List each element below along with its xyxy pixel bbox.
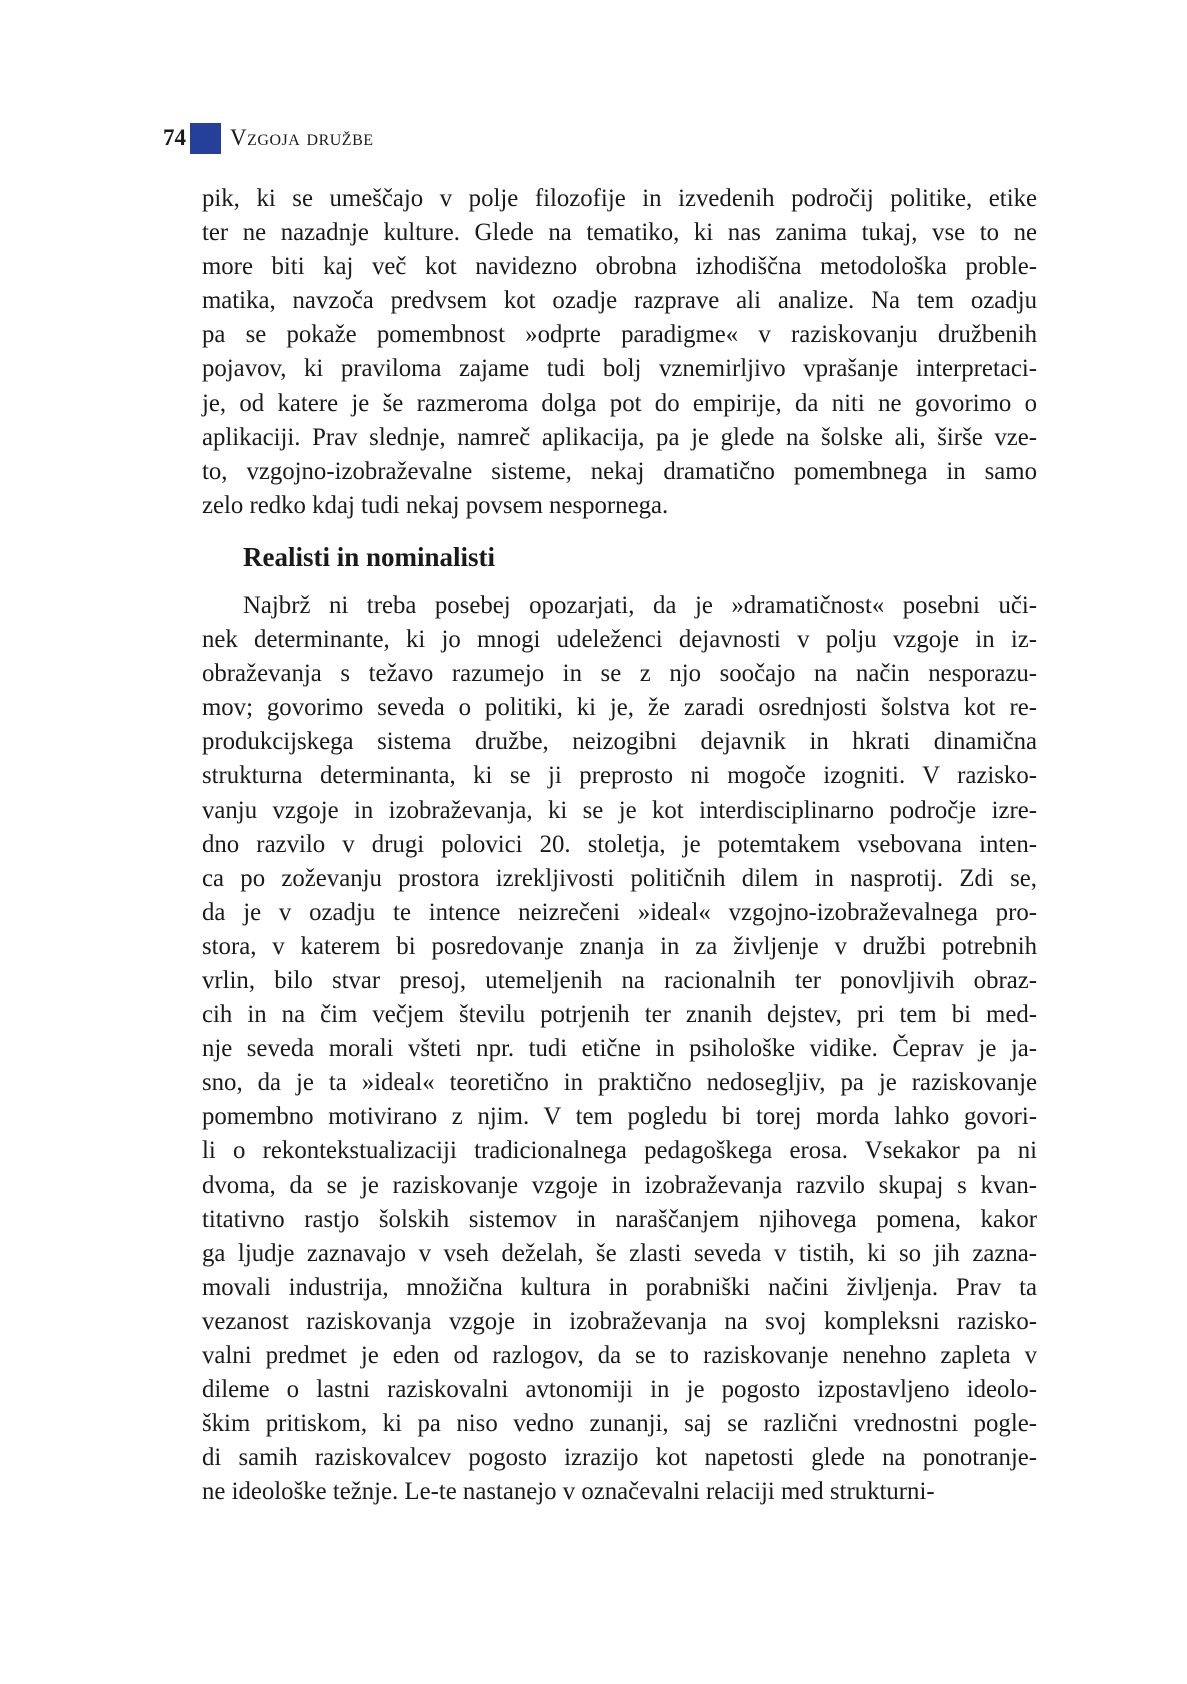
section-heading: Realisti in nominalisti [243, 541, 496, 572]
text-line: stora, v katerem bi posredovanje znanja in za življenje v družbi potrebnih [202, 932, 1037, 960]
text-line: dvoma, da se je raziskovanje vzgoje in izobraževanja razvilo skupaj s kvan- [202, 1171, 1037, 1199]
text-line: vezanost raziskovanja vzgoje in izobraževanja na svoj kompleksni razisko- [202, 1307, 1037, 1335]
text-line: pik, ki se umeščajo v polje filozofije in izvedenih področij politike, etike [202, 185, 1037, 212]
text-line: vrlin, bilo stvar presoj, utemeljenih na racionalnih ter ponovljivih obraz- [202, 966, 1037, 994]
text-line: Najbrž ni treba posebej opozarjati, da je »dramatičnost« posebni uči- [243, 591, 1037, 619]
text-line: sno, da je ta »ideal« teoretično in praktično nedosegljiv, pa je raziskovanje [202, 1069, 1037, 1097]
text-line: pa se pokaže pomembnost »odprte paradigme« v raziskovanju družbenih [202, 321, 1037, 349]
paragraph-continued [202, 182, 1037, 523]
text-line: dileme o lastni raziskovalni avtonomiji in je pogosto izpostavljeno ideolo- [202, 1376, 1037, 1404]
text-line: vanju vzgoje in izobraževanja, ki se je kot interdisciplinarno področje izre- [202, 796, 1037, 824]
text-line: pojavov, ki praviloma zajame tudi bolj vznemirljivo vprašanje interpretaci- [202, 355, 1037, 383]
text-line: li o rekontekstualizaciji tradicionalnega pedagoškega erosa. Vsekakor pa ni [202, 1137, 1037, 1165]
running-header [163, 122, 374, 154]
running-title: Vzgoja družbe [230, 125, 374, 150]
text-line: ca po zoževanju prostora izrekljivosti političnih dilem in nasprotij. Zdi se, [202, 864, 1037, 892]
body-text [202, 182, 1037, 1509]
text-line: movali industrija, množična kultura in porabniški načini življenja. Prav ta [202, 1273, 1037, 1301]
text-line: nek determinante, ki jo mnogi udeleženci dejavnosti v polju vzgoje in iz- [202, 626, 1037, 654]
page-number: 74 [163, 125, 186, 150]
text-line: matika, navzoča predvsem kot ozadje razprave ali analize. Na tem ozadju [202, 287, 1037, 315]
text-line: škim pritiskom, ki pa niso vedno zunanji, saj se različni vrednostni pogle- [202, 1410, 1037, 1438]
text-line: produkcijskega sistema družbe, neizogibni dejavnik in hkrati dinamična [202, 728, 1037, 756]
text-line: zelo redko kdaj tudi nekaj povsem nespornega. [202, 491, 669, 519]
text-line: dno razvilo v drugi polovici 20. stoletja, je potemtakem vsebovana inten- [202, 830, 1037, 858]
text-line: ne ideološke težnje. Le-te nastanejo v označevalni relaciji med strukturni- [202, 1478, 935, 1506]
text-line: titativno rastjo šolskih sistemov in naraščanjem njihovega pomena, kakor [202, 1205, 1037, 1233]
paragraph-realisti [202, 589, 1037, 1510]
text-line: to, vzgojno-izobraževalne sisteme, nekaj dramatično pomembnega in samo [202, 457, 1037, 485]
text-line: obraževanja s težavo razumejo in se z njo soočajo na način nesporazu- [202, 660, 1037, 688]
text-line: valni predmet je eden od razlogov, da se to raziskovanje nenehno zapleta v [202, 1342, 1037, 1369]
header-square-ornament [190, 123, 221, 154]
text-line: strukturna determinanta, ki se ji preprosto ni mogoče izogniti. V razisko- [202, 762, 1037, 790]
text-line: mov; govorimo seveda o politiki, ki je, že zaradi osrednjosti šolstva kot re- [202, 694, 1037, 722]
text-line: cih in na čim večjem številu potrjenih ter znanih dejstev, pri tem bi med- [202, 1001, 1037, 1029]
text-line: ter ne nazadnje kulture. Glede na tematiko, ki nas zanima tukaj, vse to ne [202, 219, 1037, 247]
text-line: di samih raziskovalcev pogosto izrazijo kot napetosti glede na ponotranje- [202, 1444, 1037, 1472]
text-line: da je v ozadju te intence neizrečeni »ideal« vzgojno-izobraževalnega pro- [202, 898, 1037, 926]
text-line: more biti kaj več kot navidezno obrobna izhodiščna metodološka proble- [202, 253, 1037, 281]
text-line: ga ljudje zaznavajo v vseh deželah, še zlasti seveda v tistih, ki so jih zazna- [202, 1239, 1037, 1267]
text-line: aplikaciji. Prav slednje, namreč aplikacija, pa je glede na šolske ali, širše vze- [202, 423, 1037, 451]
text-line: nje seveda morali všteti npr. tudi etične in psihološke vidike. Čeprav je ja- [202, 1035, 1037, 1063]
text-line: je, od katere je še razmeroma dolga pot do empirije, da niti ne govorimo o [202, 389, 1037, 417]
text-line: pomembno motivirano z njim. V tem pogledu bi torej morda lahko govori- [202, 1103, 1037, 1131]
